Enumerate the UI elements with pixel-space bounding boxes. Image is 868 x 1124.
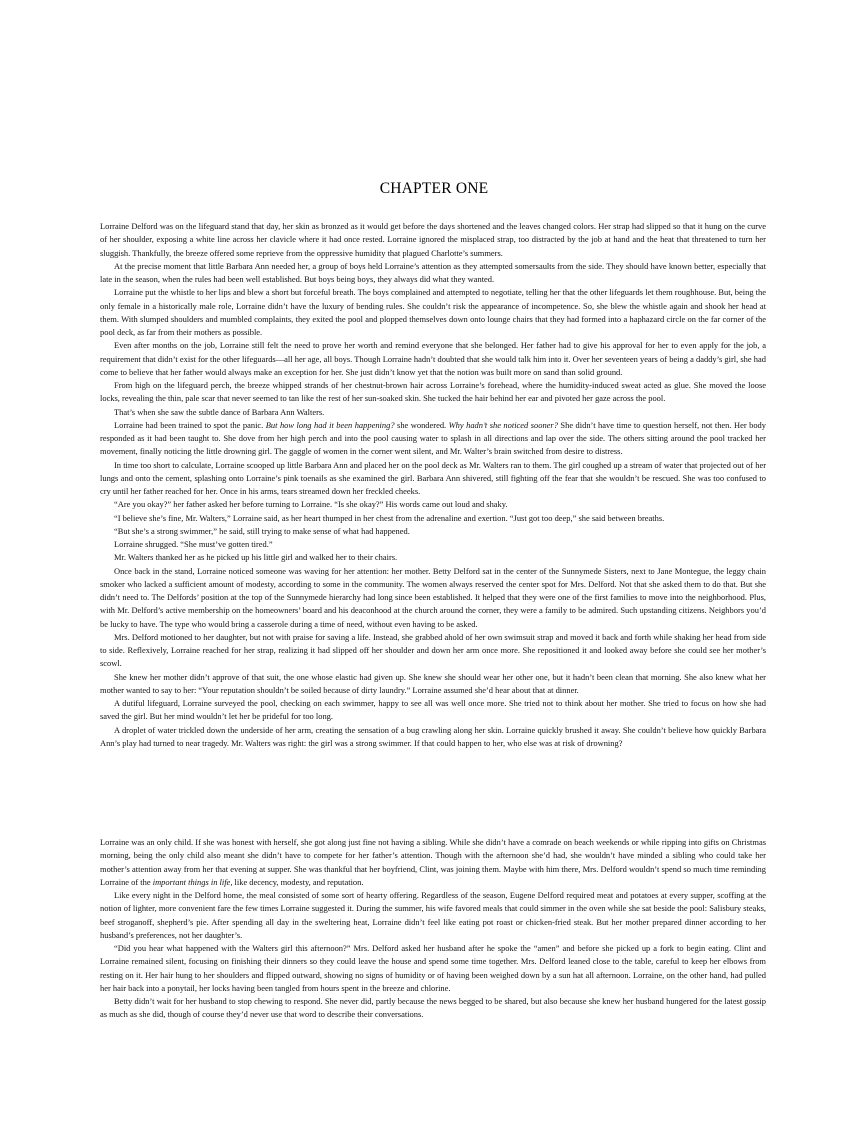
paragraph-text: she wondered.: [394, 419, 449, 430]
paragraph: Lorraine put the whistle to her lips and blew a short but forceful breath. The boys complained and attempted to negotiate, telling her that the other lifeguards let them roughhouse. But, being the only female in a historically male role, Lorraine didn’t have the luxury of bending rules. She couldn’t risk the appearance of incompetence. So, she blew the whistle again and shook her head at them. With slumped shoulders and mumbled complaints, they exited the pool and plopped themselves down onto lounge chairs that they had formed into a haphazard circle on the far corner of the pool deck, as far from their mothers as possible.: [100, 287, 766, 337]
italic-phrase: important things in life: [152, 876, 231, 887]
paragraph: A droplet of water trickled down the underside of her arm, creating the sensation of a bug crawling along her skin. Lorraine quickly brushed it away. She couldn’t believe how quickly Barbara Ann’s play had turned to near tragedy. Mr. Walters was right: the girl was a strong swimmer. If that could happen to her, who else was at risk of drowning?: [100, 724, 766, 748]
paragraph: Mrs. Delford motioned to her daughter, but not with praise for saving a life. Instead, she grabbed ahold of her own swimsuit strap and moved it back and forth while shaking her head from side to side. Reflexively, Lorraine reached for her strap, realizing it had slipped off her shoulder and down her arm once more. She repositioned it and looked away before she could see her mother’s scowl.: [100, 631, 766, 669]
paragraph-text: , like decency, modesty, and reputation.: [230, 876, 364, 887]
paragraph: “Are you okay?” her father asked her before turning to Lorraine. “Is she okay?” His words came out loud and shaky.: [114, 499, 508, 510]
paragraph: That’s when she saw the subtle dance of Barbara Ann Walters.: [114, 406, 325, 417]
paragraph-text: Lorraine was an only child. If she was honest with herself, she got along just fine not having a sibling. While she didn’t have a comrade on beach weekends or while ripping into gifts on Christmas morning, being the only child also meant she didn’t have to compete for her father’s attention. Though with the afternoon she’d had, she wouldn’t have minded a sibling who could take her mother’s attention away from her that evening at supper. She was thankful that her boyfriend, Clint, was joining them. Maybe with him there, Mrs. Delford wouldn’t spend so much time reminding Lorraine of the: [100, 837, 766, 887]
paragraph: Betty didn’t wait for her husband to stop chewing to respond. She never did, partly because the news begged to be shared, but also because she knew her husband hungered for the latest gossip as much as she did, though of course they’d never use that word to describe their conversations.: [100, 996, 766, 1020]
paragraph: [100, 836, 766, 889]
paragraph: Even after months on the job, Lorraine still felt the need to prove her worth and remind everyone that she belonged. Her father had to give his approval for her to even apply for the job, a requirement that didn’t exist for the other lifeguards—all her age, all boys. Though Lorraine hadn’t doubted that she would talk him into it. Over her seventeen years of being a daddy’s girl, she had come to believe that her father would always make an exception for her. She just didn’t know yet that the notion was built more on sand than solid ground.: [100, 340, 766, 377]
paragraph: “But she’s a strong swimmer,” he said, still trying to make sense of what had happened.: [114, 525, 410, 536]
paragraph: Once back in the stand, Lorraine noticed someone was waving for her attention: her mother. Betty Delford sat in the center of the Sunnymede Sisters, next to Jane Montegue, the leggy chain smoker who lacked a sufficient amount of modesty, according to some in the community. The women always reserved the center spot for Mrs. Delford. Not that she asked them to do that. But she didn’t need to. The Delfords’ position at the top of the Sunnymede hierarchy had long since been established. It helped that they were one of the first families to move into the neighborhood. Plus, with Mr. Delford’s active membership on the homeowners’ board and his deaconhood at the church around the corner, they were a family to be admired. Such upstanding citizens. Neighbors you’d be lucky to have. The type who would bring a casserole during a time of need, without even having to be asked.: [100, 565, 766, 629]
paragraph: “I believe she’s fine, Mr. Walters,” Lorraine said, as her heart thumped in her chest from the adrenaline and exertion. “Just got too deep,” she said between breaths.: [114, 512, 665, 523]
paragraph-text: She didn’t have time to question herself, not then. Her body responded as it had been taught to. She dove from her high perch and into the pool causing water to splash in all directions and lap over the side. The others sitting around the pool tracked her movement, finally noticing the little drowning girl. The gaggle of women in the corner went silent, and Mr. Walter’s brain switched from desire to distress.: [100, 419, 766, 457]
italic-thought: But how long had it been happening?: [265, 419, 395, 430]
paragraph: Mr. Walters thanked her as he picked up his little girl and walked her to their chairs.: [114, 552, 398, 563]
chapter-section-1: [100, 220, 766, 750]
chapter-title: CHAPTER ONE: [379, 180, 489, 197]
paragraph: She knew her mother didn’t approve of that suit, the one whose elastic had given up. She knew she should wear her other one, but it hadn’t been clean that morning. She also knew what her mother wanted to say to her: “Your reputation shouldn’t be soiled because of dirty laundry.” Lorraine assumed she’d hear about that at dinner.: [100, 671, 766, 695]
paragraph: In time too short to calculate, Lorraine scooped up little Barbara Ann and placed her on the pool deck as Mr. Walters ran to them. The girl coughed up a stream of water that projected out of her lungs and onto the cement, splashing onto Lorraine’s pink toenails as she examined the girl. Barbara Ann shivered, still fighting off the fear that she wouldn’t be rescued. She was too confused to cry until her father reached for her. Once in his arms, tears streamed down her freckled cheeks.: [100, 459, 766, 496]
italic-thought: Why hadn’t she noticed sooner?: [448, 419, 558, 430]
chapter-section-2: [100, 836, 766, 1022]
paragraph-text: Lorraine had been trained to spot the panic.: [114, 419, 266, 430]
paragraph: A dutiful lifeguard, Lorraine surveyed the pool, checking on each swimmer, happy to see all was well once more. She tried not to think about her mother. She tried to focus on how she had saved the girl. But her mind wouldn’t let her be prideful for too long.: [100, 698, 766, 722]
paragraph: From high on the lifeguard perch, the breeze whipped strands of her chestnut-brown hair across Lorraine’s forehead, where the humidity-induced sweat acted as glue. She moved the loose locks, revealing the thin, pale scar that never seemed to tan like the rest of her sun-soaked skin. She tucked the hair behind her ear and pivoted her gaze across the pool.: [100, 380, 766, 404]
paragraph: At the precise moment that little Barbara Ann needed her, a group of boys held Lorraine’s attention as they attempted somersaults from the side. They should have known better, especially that late in the season, when the rules had been well established. But boys being boys, they always did what they wanted.: [100, 260, 766, 284]
paragraph: Like every night in the Delford home, the meal consisted of some sort of hearty offering. Regardless of the season, Eugene Delford required meat and potatoes at every supper, scoffing at the notion of lighter, more convenient fare the few times Lorraine suggested it. During the summer, his wife favored meals that could simmer in the oven while she sat beside the pool: Salisbury steaks, beef stroganoff, shepherd’s pie. After spending all day in the sweltering heat, Lorraine didn’t feel like eating pot roast or chicken-fried steak. But her mother prepared dinner according to her husband’s preferences, not her daughter’s.: [100, 890, 766, 940]
paragraph: Lorraine shrugged. “She must’ve gotten tired.”: [114, 539, 273, 549]
paragraph: “Did you hear what happened with the Walters girl this afternoon?” Mrs. Delford asked her husband after he spoke the “amen” and before she picked up a fork to begin eating. Clint and Lorraine remained silent, focusing on finishing their dinners so they could leave the house and spend some time together. Mrs. Delford leaned close to the table, careful to keep her elbows from resting on it. Her hair hung to her shoulders and flipped outward, showing no signs of humidity or of having been weighed down by a sun hat all afternoon. Lorraine, on the other hand, had pulled her hair back into a ponytail, her locks having been tangled from hours spent in the breeze and chlorine.: [100, 943, 766, 993]
paragraph: Lorraine Delford was on the lifeguard stand that day, her skin as bronzed as it would get before the days shortened and the leaves changed colors. Her strap had slipped so that it hung on the curve of her shoulder, exposing a white line across her clavicle where it had once rested. Lorraine ignored the misplaced strap, too distracted by the job at hand and the heat that threatened to turn her sluggish. Thankfully, the breeze offered some reprieve from the oppressive humidity that plagued Charlotte’s summers.: [100, 221, 766, 258]
paragraph: [100, 419, 766, 459]
